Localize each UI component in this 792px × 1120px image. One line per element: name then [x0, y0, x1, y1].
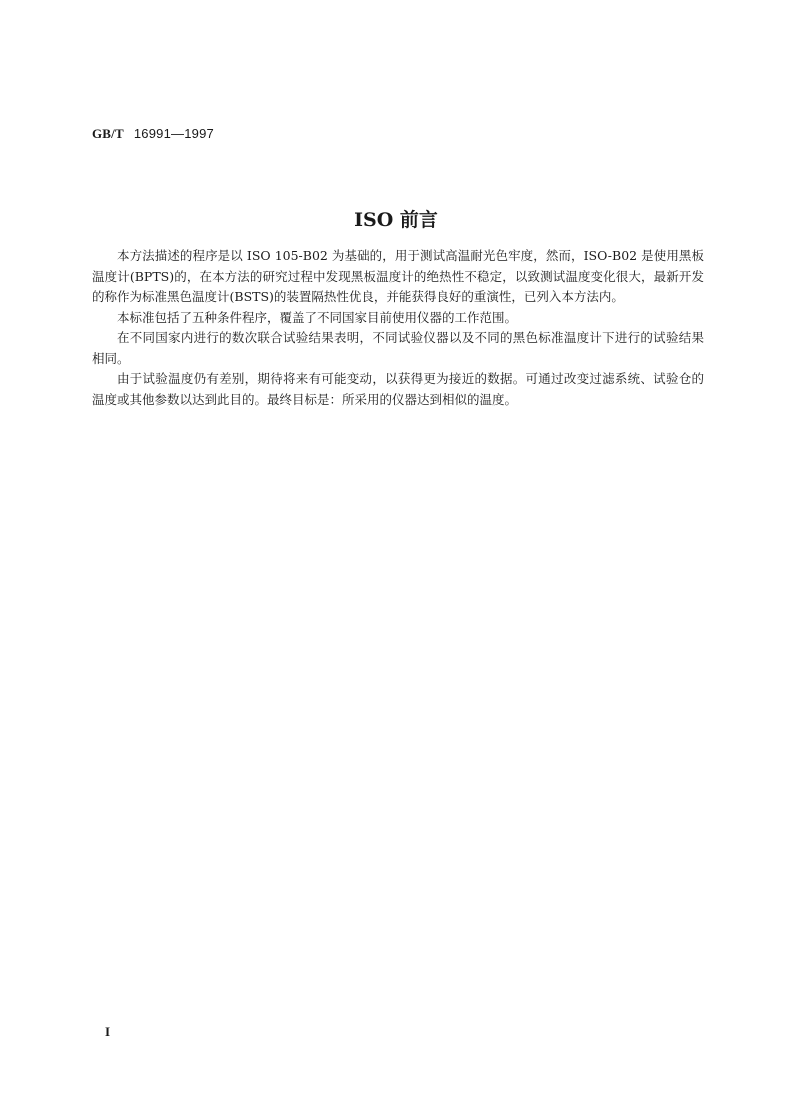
- paragraph: 本标准包括了五种条件程序，覆盖了不同国家目前使用仪器的工作范围。: [117, 309, 518, 325]
- page-title: ISO 前言: [354, 209, 438, 231]
- body-text: [92, 246, 704, 410]
- paragraph: 由于试验温度仍有差别，期待将来有可能变动，以获得更为接近的数据。可通过改变过滤系统、试验仓的温度或其他参数以达到此目的。最终目标是：所采用的仪器达到相似的温度。: [92, 371, 704, 407]
- paragraph: 本方法描述的程序是以 ISO 105-B02 为基础的，用于测试高温耐光色牢度，然而，ISO-B02 是使用黑板温度计(BPTS)的，在本方法的研究过程中发现黑板温度计的绝热性不稳定，以致测试温度变化很大，最新开发的称作为标准黑色温度计(BSTS)的装置隔热性优良，并能获得良好的重演性，已列入本方法内。: [92, 248, 704, 304]
- standard-number: 16991—1997: [133, 126, 214, 141]
- standard-code: [92, 126, 214, 142]
- paragraph: 在不同国家内进行的数次联合试验结果表明，不同试验仪器以及不同的黑色标准温度计下进行的试验结果相同。: [92, 330, 704, 366]
- standard-prefix: GB/T: [92, 126, 124, 141]
- page-number: I: [105, 1024, 111, 1039]
